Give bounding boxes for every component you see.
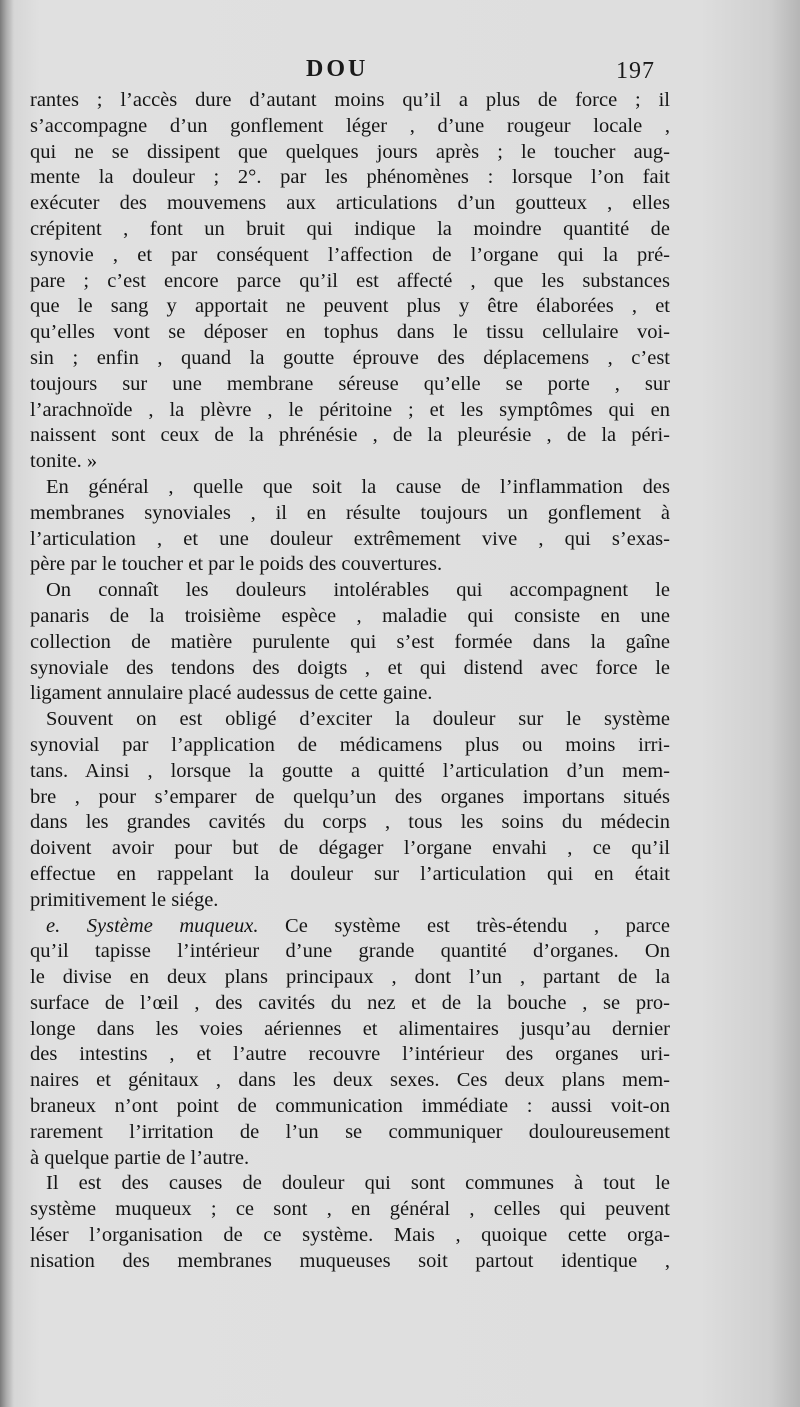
text-line (30, 1017, 670, 1043)
line-text: s’accompagne d’un gonflement léger , d’une rougeur locale , (30, 114, 670, 137)
line-text: Souvent on est obligé d’exciter la douleur sur le système (46, 708, 670, 731)
line-text: qui ne se dissipent que quelques jours après ; le toucher aug- (30, 140, 670, 163)
line-text: Ce système est très-étendu , parce (258, 914, 670, 937)
line-text: toujours sur une membrane séreuse qu’elle se porte , sur (30, 372, 670, 395)
line-text: père par le toucher et par le poids des couvertures. (30, 553, 443, 576)
line-text: crépitent , font un bruit qui indique la moindre quantité de (30, 217, 670, 240)
line-text: le divise en deux plans principaux , dont l’un , partant de la (30, 966, 670, 989)
line-text: rarement l’irritation de l’un se communiquer douloureusement (30, 1120, 670, 1143)
text-line (30, 475, 670, 501)
text-line (30, 372, 670, 398)
line-text: système muqueux ; ce sont , en général , celles qui peuvent (30, 1198, 670, 1221)
line-text: membranes synoviales , il en résulte toujours un gonflement à (30, 501, 670, 524)
line-text: naissent sont ceux de la phrénésie , de la pleurésie , de la péri- (30, 424, 670, 447)
text-line (30, 88, 670, 114)
text-line (30, 888, 670, 914)
line-text: à quelque partie de l’autre. (30, 1146, 250, 1169)
line-text: panaris de la troisième espèce , maladie qui consiste en une (30, 604, 670, 627)
line-text: léser l’organisation de ce système. Mais , quoique cette orga- (30, 1224, 670, 1247)
text-line (30, 836, 670, 862)
text-line (30, 1094, 670, 1120)
line-text: dans les grandes cavités du corps , tous les soins du médecin (30, 811, 670, 834)
line-text: synoviale des tendons des doigts , et qui distend avec force le (30, 656, 670, 679)
text-line (30, 733, 670, 759)
line-text: effectue en rappelant la douleur sur l’articulation qui en était (30, 862, 670, 885)
text-line (30, 604, 670, 630)
text-line (30, 346, 670, 372)
line-text: longe dans les voies aériennes et alimentaires jusqu’au dernier (30, 1017, 670, 1040)
text-line (30, 165, 670, 191)
section-heading: e. Système muqueux. (46, 914, 259, 937)
text-line (30, 114, 670, 140)
text-line (30, 140, 670, 166)
text-line (30, 681, 670, 707)
line-text: tonite. » (30, 450, 98, 473)
body-text (30, 88, 670, 1275)
text-line (30, 398, 670, 424)
text-line (30, 191, 670, 217)
text-line (30, 1068, 670, 1094)
line-text: tans. Ainsi , lorsque la goutte a quitté l’articulation d’un mem- (30, 759, 670, 782)
text-line (30, 991, 670, 1017)
text-line (30, 294, 670, 320)
text-line (30, 965, 670, 991)
line-text: l’arachnoïde , la plèvre , le péritoine ; et les symptômes qui en (30, 398, 670, 421)
text-line (30, 656, 670, 682)
line-text: que le sang y apportait ne peuvent plus y être élaborées , et (30, 295, 670, 318)
text-line (30, 527, 670, 553)
line-text: l’articulation , et une douleur extrêmement vive , qui s’exas- (30, 527, 670, 550)
text-line (30, 578, 670, 604)
text-line (30, 501, 670, 527)
text-line (30, 759, 670, 785)
text-line (30, 552, 670, 578)
line-text: naires et génitaux , dans les deux sexes. Ces deux plans mem- (30, 1069, 670, 1092)
line-text: exécuter des mouvemens aux articulations d’un goutteux , elles (30, 192, 670, 215)
text-line (30, 243, 670, 269)
text-line (30, 217, 670, 243)
line-text: pare ; c’est encore parce qu’il est affecté , que les substances (30, 269, 670, 292)
line-text: rantes ; l’accès dure d’autant moins qu’il a plus de force ; il (30, 89, 670, 111)
text-line (30, 785, 670, 811)
line-text: primitivement le siége. (30, 888, 219, 911)
line-text: qu’il tapisse l’intérieur d’une grande quantité d’organes. On (30, 940, 670, 963)
text-line (30, 423, 670, 449)
line-text: collection de matière purulente qui s’est formée dans la gaîne (30, 630, 670, 653)
text-line (30, 914, 670, 940)
line-text: bre , pour s’emparer de quelqu’un des organes importans situés (30, 785, 670, 808)
text-line (30, 810, 670, 836)
line-text: surface de l’œil , des cavités du nez et de la bouche , se pro- (30, 991, 670, 1014)
text-line (30, 630, 670, 656)
text-line (30, 269, 670, 295)
text-line (30, 862, 670, 888)
text-line (30, 1223, 670, 1249)
running-head: DOU (306, 56, 369, 82)
line-text: synovie , et par conséquent l’affection de l’organe qui la pré- (30, 243, 670, 266)
line-text: doivent avoir pour but de dégager l’organe envahi , ce qu’il (30, 837, 670, 860)
line-text: braneux n’ont point de communication immédiate : aussi voit-on (30, 1095, 670, 1118)
text-line (30, 320, 670, 346)
line-text: ligament annulaire placé audessus de cette gaine. (30, 682, 433, 705)
text-line (30, 1042, 670, 1068)
line-text: mente la douleur ; 2°. par les phénomènes : lorsque l’on fait (30, 166, 670, 189)
text-line (30, 1146, 670, 1172)
line-text: nisation des membranes muqueuses soit partout identique , (30, 1249, 670, 1272)
text-line (30, 1249, 670, 1275)
line-text: synovial par l’application de médicamens plus ou moins irri- (30, 733, 670, 756)
page-number: 197 (616, 58, 655, 84)
page-header (0, 56, 800, 90)
line-text: On connaît les douleurs intolérables qui accompagnent le (46, 579, 670, 602)
text-line (30, 707, 670, 733)
text-line (30, 939, 670, 965)
line-text: Il est des causes de douleur qui sont communes à tout le (46, 1172, 670, 1195)
text-line (30, 449, 670, 475)
line-text: des intestins , et l’autre recouvre l’intérieur des organes uri- (30, 1043, 670, 1066)
line-text: sin ; enfin , quand la goutte éprouve des déplacemens , c’est (30, 346, 670, 369)
text-line (30, 1197, 670, 1223)
text-line (30, 1171, 670, 1197)
line-text: En général , quelle que soit la cause de l’inflammation des (46, 475, 670, 498)
text-line (30, 1120, 670, 1146)
line-text: qu’elles vont se déposer en tophus dans le tissu cellulaire voi- (30, 321, 670, 344)
